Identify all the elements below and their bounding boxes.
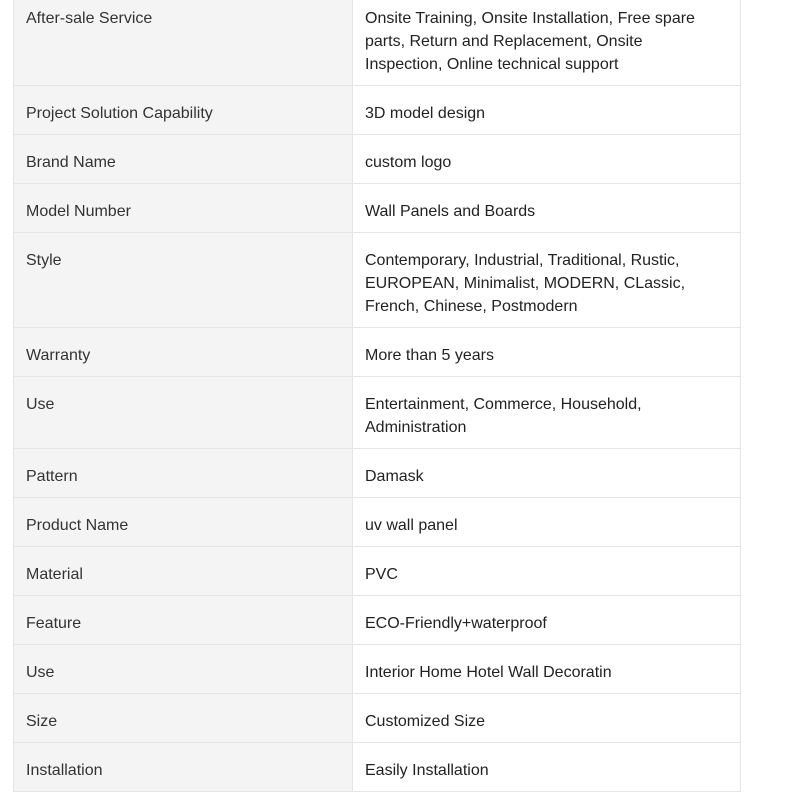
attribute-key: Project Solution Capability	[14, 86, 353, 135]
table-row	[14, 233, 741, 328]
attribute-value: 3D model design	[353, 86, 741, 135]
table-row	[14, 135, 741, 184]
attribute-value: Contemporary, Industrial, Traditional, Rustic, EUROPEAN, Minimalist, MODERN, CLassic, French, Chinese, Postmodern	[353, 233, 741, 328]
table-row	[14, 743, 741, 792]
attribute-key: Size	[14, 694, 353, 743]
attribute-key: Use	[14, 645, 353, 694]
table-row	[14, 645, 741, 694]
table-row	[14, 86, 741, 135]
table-row	[14, 328, 741, 377]
table-row	[14, 0, 741, 86]
attribute-value: Easily Installation	[353, 743, 741, 792]
table-row	[14, 377, 741, 449]
attribute-value: uv wall panel	[353, 498, 741, 547]
table-row	[14, 449, 741, 498]
table-row	[14, 547, 741, 596]
attribute-value: PVC	[353, 547, 741, 596]
attribute-key: Use	[14, 377, 353, 449]
attribute-key: Warranty	[14, 328, 353, 377]
table-row	[14, 694, 741, 743]
attribute-value: Wall Panels and Boards	[353, 184, 741, 233]
table-row	[14, 184, 741, 233]
attribute-value: More than 5 years	[353, 328, 741, 377]
attribute-value: Customized Size	[353, 694, 741, 743]
attribute-key: Material	[14, 547, 353, 596]
table-row	[14, 596, 741, 645]
attribute-value: Damask	[353, 449, 741, 498]
attribute-key: Product Name	[14, 498, 353, 547]
attribute-key: Brand Name	[14, 135, 353, 184]
attribute-value: Interior Home Hotel Wall Decoratin	[353, 645, 741, 694]
attribute-value: Onsite Training, Onsite Installation, Free spare parts, Return and Replacement, Onsite Inspection, Online technical support	[353, 0, 741, 86]
attribute-key: Model Number	[14, 184, 353, 233]
attribute-value: Entertainment, Commerce, Household, Administration	[353, 377, 741, 449]
product-attributes-table	[13, 0, 741, 792]
attribute-key: Installation	[14, 743, 353, 792]
attribute-value: custom logo	[353, 135, 741, 184]
attribute-value: ECO-Friendly+waterproof	[353, 596, 741, 645]
attribute-key: Style	[14, 233, 353, 328]
table-row	[14, 498, 741, 547]
attribute-key: Pattern	[14, 449, 353, 498]
attribute-key: After-sale Service	[14, 0, 353, 86]
attribute-key: Feature	[14, 596, 353, 645]
